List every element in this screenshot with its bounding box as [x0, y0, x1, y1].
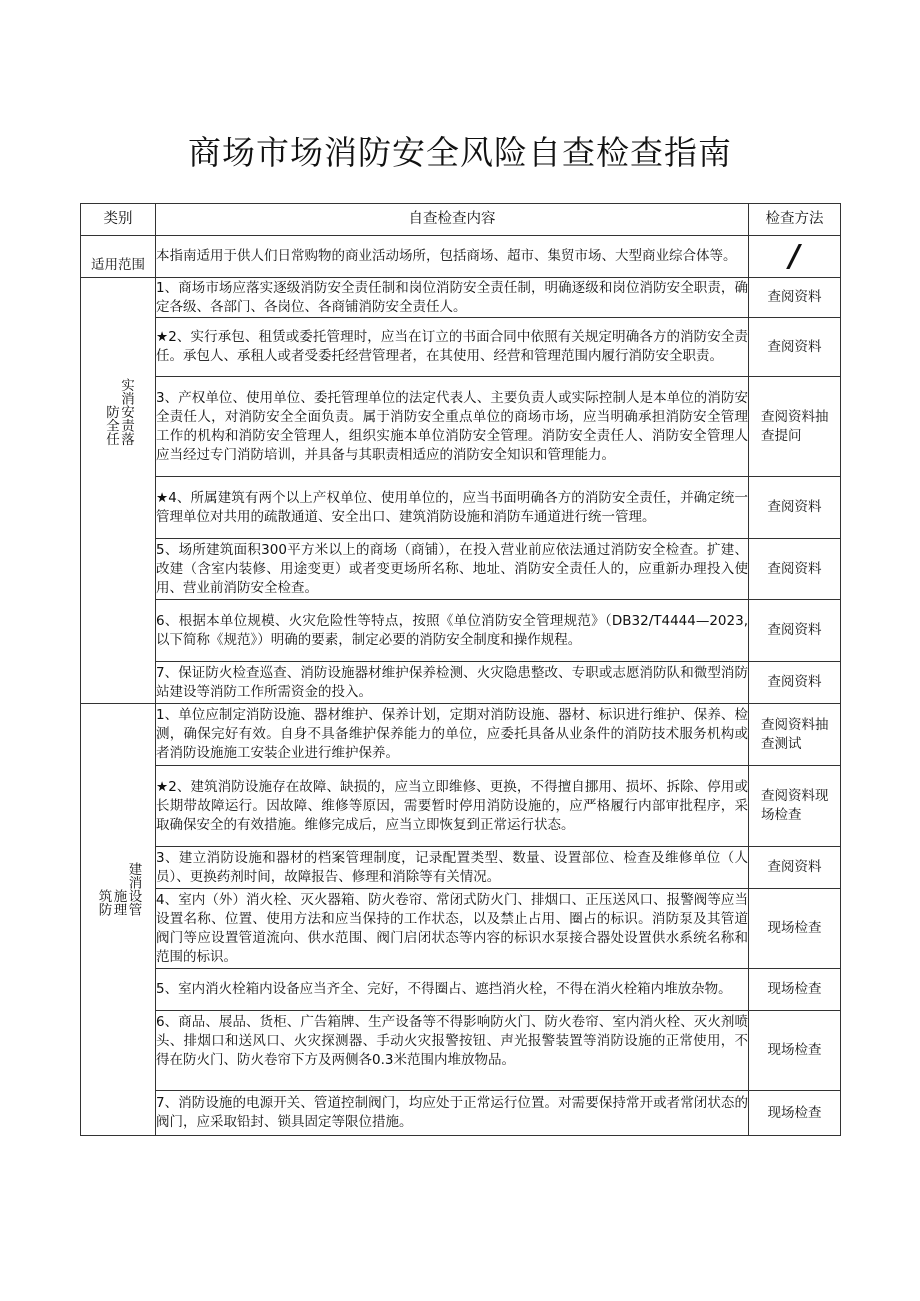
- scope-method-slash: /: [789, 238, 800, 274]
- table-row: [81, 847, 841, 889]
- row-method: 查阅资料: [749, 318, 841, 377]
- row-method: 查阅资料: [749, 539, 841, 600]
- row-method: 现场检查: [749, 889, 841, 969]
- scope-category: 适用范围: [81, 236, 156, 278]
- table-row: [81, 704, 841, 766]
- row-content: 3、产权单位、使用单位、委托管理单位的法定代表人、主要负责人或实际控制人是本单位的消防安全责任人，对消防安全全面负责。属于消防安全重点单位的商场市场，应当明确承担消防安全管理工作的机构和消防安全管理人，组织实施本单位消防安全管理。消防安全责任人、消防安全管理人应当经过专门消防培训，并具备与其职责相适应的消防安全知识和管理能力。: [156, 377, 749, 477]
- row-method: 查阅资料: [749, 477, 841, 539]
- row-method: 查阅资料: [749, 600, 841, 662]
- row-content: 3、建立消防设施和器材的档案管理制度，记录配置类型、数量、设置部位、检查及维修单位（人员）、更换药剂时间，故障报告、修理和消除等有关情况。: [156, 847, 749, 889]
- row-method: 现场检查: [749, 1011, 841, 1091]
- scope-method: [749, 236, 841, 278]
- table-row: [81, 318, 841, 377]
- table-row: [81, 662, 841, 704]
- row-method: 查阅资料: [749, 847, 841, 889]
- row-method: 查阅资料现场检查: [749, 766, 841, 847]
- inspection-table: [80, 203, 841, 1136]
- row-content: 7、保证防火检查巡查、消防设施器材维护保养检测、火灾隐患整改、专职或志愿消防队和微型消防站建设等消防工作所需资金的投入。: [156, 662, 749, 704]
- header-method: 检查方法: [749, 204, 841, 236]
- header-category: 类别: [81, 204, 156, 236]
- row-content: 5、室内消火栓箱内设备应当齐全、完好，不得圈占、遮挡消火栓，不得在消火栓箱内堆放杂物。: [156, 969, 749, 1011]
- table-row-scope: [81, 236, 841, 278]
- table-row: [81, 477, 841, 539]
- row-content: 4、室内（外）消火栓、灭火器箱、防火卷帘、常闭式防火门、排烟口、正压送风口、报警阀等应当设置名称、位置、使用方法和应当保持的工作状态，以及禁止占用、圈占的标识。消防泵及其管道阀门等应设置管道流向、供水范围、阀门启闭状态等内容的标识水泵接合器处设置供水系统名称和范围的标识。: [156, 889, 749, 969]
- table-row: [81, 969, 841, 1011]
- table-header-row: [81, 204, 841, 236]
- row-method: 现场检查: [749, 969, 841, 1011]
- table-row: [81, 377, 841, 477]
- section2-category: [81, 704, 156, 1136]
- table-row: [81, 1091, 841, 1136]
- row-method: 查阅资料抽查提问: [749, 377, 841, 477]
- row-content: 7、消防设施的电源开关、管道控制阀门，均应处于正常运行位置。对需要保持常开或者常闭状态的阀门，应采取铅封、锁具固定等限位措施。: [156, 1091, 749, 1136]
- row-method: 现场检查: [749, 1091, 841, 1136]
- table-row: [81, 889, 841, 969]
- table-row: [81, 1011, 841, 1091]
- section2-category-col2: 施理: [110, 889, 127, 916]
- scope-content: 本指南适用于供人们日常购物的商业活动场所，包括商场、超市、集贸市场、大型商业综合体等。: [156, 236, 749, 278]
- row-content: ★4、所属建筑有两个以上产权单位、使用单位的，应当书面明确各方的消防安全责任，并确定统一管理单位对共用的疏散通道、安全出口、建筑消防设施和消防车通道进行统一管理。: [156, 477, 749, 539]
- section2-category-col1: 筑防: [95, 889, 112, 916]
- row-content: 1、商场市场应落实逐级消防安全责任制和岗位消防安全责任制，明确逐级和岗位消防安全职责，确定各级、各部门、各岗位、各商铺消防安全责任人。: [156, 278, 749, 318]
- table-row: [81, 766, 841, 847]
- table-row: [81, 539, 841, 600]
- page-title: 商场市场消防安全风险自查检查指南: [188, 133, 732, 172]
- row-method: 查阅资料: [749, 278, 841, 318]
- row-content: ★2、实行承包、租赁或委托管理时，应当在订立的书面合同中依照有关规定明确各方的消防安全责任。承包人、承租人或者受委托经营管理者，在其使用、经营和管理范围内履行消防安全职责。: [156, 318, 749, 377]
- row-content: 6、商品、展品、货柜、广告箱牌、生产设备等不得影响防火门、防火卷帘、室内消火栓、灭火剂喷头、排烟口和送风口、火灾探测器、手动火灾报警按钮、声光报警装置等消防设施的正常使用，不得在防火门、防火卷帘下方及两侧各0.3米范围内堆放物品。: [156, 1011, 749, 1091]
- section1-category-col2: 实消安责落: [118, 378, 134, 446]
- section1-category-col1: 防全任: [103, 405, 119, 446]
- row-content: ★2、建筑消防设施存在故障、缺损的，应当立即维修、更换，不得擅自挪用、损坏、拆除、停用或长期带故障运行。因故障、维修等原因，需要暂时停用消防设施的，应严格履行内部审批程序，采取确保安全的有效措施。维修完成后，应当立即恢复到正常运行状态。: [156, 766, 749, 847]
- table-row: [81, 278, 841, 318]
- header-content: 自查检查内容: [156, 204, 749, 236]
- row-content: 6、根据本单位规模、火灾危险性等特点，按照《单位消防安全管理规范》（DB32/T4444—2023,以下简称《规范》）明确的要素，制定必要的消防安全制度和操作规程。: [156, 600, 749, 662]
- row-content: 5、场所建筑面积300平方米以上的商场（商铺），在投入营业前应依法通过消防安全检查。扩建、改建（含室内装修、用途变更）或者变更场所名称、地址、消防安全责任人的，应重新办理投入使用、营业前消防安全检查。: [156, 539, 749, 600]
- row-method: 查阅资料抽查测试: [749, 704, 841, 766]
- row-method: 查阅资料: [749, 662, 841, 704]
- section2-category-col3: 建消设管: [125, 862, 142, 916]
- table-row: [81, 600, 841, 662]
- row-content: 1、单位应制定消防设施、器材维护、保养计划，定期对消防设施、器材、标识进行维护、保养、检测，确保完好有效。自身不具备维护保养能力的单位，应委托具备从业条件的消防技术服务机构或者消防设施施工安装企业进行维护保养。: [156, 704, 749, 766]
- section1-category: [81, 278, 156, 704]
